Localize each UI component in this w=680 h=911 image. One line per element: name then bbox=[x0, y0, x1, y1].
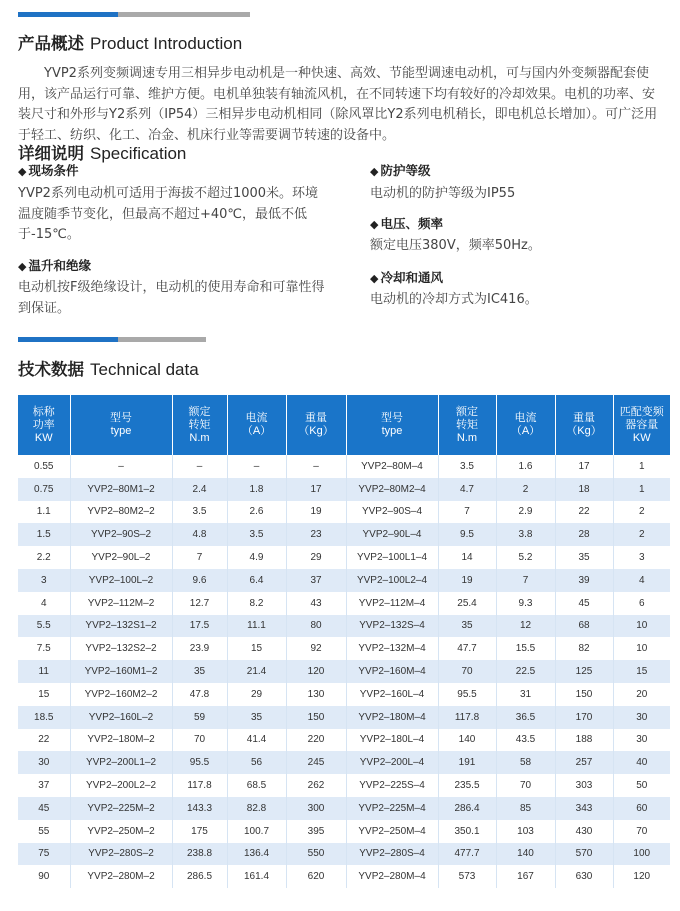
table-cell: YVP2–100L2–4 bbox=[346, 569, 438, 592]
tech-data-table bbox=[18, 395, 670, 888]
table-cell: YVP2–180L–4 bbox=[346, 729, 438, 752]
table-row bbox=[18, 615, 670, 638]
table-cell: 31 bbox=[496, 683, 555, 706]
table-cell: 257 bbox=[555, 751, 613, 774]
table-cell: YVP2–90L–4 bbox=[346, 523, 438, 546]
table-cell: 19 bbox=[438, 569, 496, 592]
table-cell: – bbox=[227, 455, 286, 478]
table-cell: 22 bbox=[555, 501, 613, 524]
diamond-icon: ◆ bbox=[370, 218, 379, 231]
table-cell: – bbox=[172, 455, 227, 478]
table-body bbox=[18, 455, 670, 888]
table-cell: YVP2–200L–4 bbox=[346, 751, 438, 774]
column-header-line: type bbox=[110, 425, 132, 437]
spec-item-title: 现场条件 bbox=[28, 163, 79, 178]
table-cell: 130 bbox=[286, 683, 346, 706]
table-cell: 120 bbox=[286, 660, 346, 683]
table-cell: 5.5 bbox=[18, 615, 70, 638]
column-header-line: 转矩 bbox=[188, 418, 211, 431]
table-cell: 573 bbox=[438, 865, 496, 888]
table-row bbox=[18, 569, 670, 592]
spec-item-text: YVP2系列电动机可适用于海拔不超过1000米。环境温度随季节变化，但最高不超过+40℃，最低不低于-15℃。 bbox=[18, 186, 319, 242]
table-cell: 188 bbox=[555, 729, 613, 752]
table-cell: 70 bbox=[496, 774, 555, 797]
table-cell: 25.4 bbox=[438, 592, 496, 615]
table-cell: 17 bbox=[555, 455, 613, 478]
table-cell: 175 bbox=[172, 820, 227, 843]
table-cell: 56 bbox=[227, 751, 286, 774]
spec-item-title: 电压、频率 bbox=[380, 216, 443, 231]
table-cell: 395 bbox=[286, 820, 346, 843]
spec-item-heading bbox=[370, 268, 443, 286]
table-cell: 47.7 bbox=[438, 637, 496, 660]
column-header-line: 功率 bbox=[32, 418, 55, 431]
diamond-icon: ◆ bbox=[370, 272, 379, 285]
column-header-line: 型号 bbox=[110, 412, 132, 424]
table-cell: 9.3 bbox=[496, 592, 555, 615]
table-cell: 120 bbox=[613, 865, 670, 888]
table-cell: 2.6 bbox=[227, 501, 286, 524]
table-cell: 80 bbox=[286, 615, 346, 638]
table-cell: YVP2–132S–4 bbox=[346, 615, 438, 638]
column-header-line: 额定 bbox=[188, 405, 211, 418]
column-header bbox=[555, 395, 613, 455]
table-cell: 85 bbox=[496, 797, 555, 820]
table-cell: YVP2–112M–4 bbox=[346, 592, 438, 615]
table-cell: YVP2–80M2–2 bbox=[70, 501, 172, 524]
table-cell: 350.1 bbox=[438, 820, 496, 843]
column-header-line: KW bbox=[632, 431, 651, 444]
table-cell: YVP2–280M–4 bbox=[346, 865, 438, 888]
table-cell: 286.4 bbox=[438, 797, 496, 820]
table-cell: 1.1 bbox=[18, 501, 70, 524]
tech-title-en: Technical data bbox=[90, 360, 199, 379]
table-cell: 2.9 bbox=[496, 501, 555, 524]
table-cell: 620 bbox=[286, 865, 346, 888]
table-cell: 4.9 bbox=[227, 546, 286, 569]
table-row bbox=[18, 478, 670, 501]
table-cell: 17.5 bbox=[172, 615, 227, 638]
column-header-line: （Kg） bbox=[566, 425, 602, 437]
column-header-line: type bbox=[381, 425, 403, 437]
spec-item-heading bbox=[18, 256, 91, 274]
table-cell: 4.8 bbox=[172, 523, 227, 546]
table-cell: YVP2–280M–2 bbox=[70, 865, 172, 888]
table-cell: YVP2–160M2–2 bbox=[70, 683, 172, 706]
table-cell: 3.8 bbox=[496, 523, 555, 546]
table-cell: 11.1 bbox=[227, 615, 286, 638]
table-cell: 22.5 bbox=[496, 660, 555, 683]
table-cell: 2 bbox=[613, 523, 670, 546]
table-cell: 37 bbox=[286, 569, 346, 592]
table-row bbox=[18, 751, 670, 774]
table-cell: YVP2–132S2–2 bbox=[70, 637, 172, 660]
table-row bbox=[18, 683, 670, 706]
diamond-icon: ◆ bbox=[370, 165, 379, 178]
spec-item-text: 额定电压380V，频率50Hz。 bbox=[370, 238, 541, 253]
table-row bbox=[18, 523, 670, 546]
table-row bbox=[18, 592, 670, 615]
column-header-line: 转矩 bbox=[456, 418, 478, 431]
table-cell: 15 bbox=[227, 637, 286, 660]
table-cell: 0.75 bbox=[18, 478, 70, 501]
table-cell: 90 bbox=[18, 865, 70, 888]
table-header-row bbox=[18, 395, 670, 455]
table-row bbox=[18, 660, 670, 683]
table-cell: 35 bbox=[227, 706, 286, 729]
table-cell: 15 bbox=[18, 683, 70, 706]
table-cell: 40 bbox=[613, 751, 670, 774]
table-cell: YVP2–225M–4 bbox=[346, 797, 438, 820]
table-cell: 4.7 bbox=[438, 478, 496, 501]
table-cell: 18.5 bbox=[18, 706, 70, 729]
table-cell: 23 bbox=[286, 523, 346, 546]
table-row bbox=[18, 706, 670, 729]
table-cell: 1.5 bbox=[18, 523, 70, 546]
table-cell: 150 bbox=[286, 706, 346, 729]
table-cell: 550 bbox=[286, 843, 346, 866]
tech-title-zh: 技术数据 bbox=[18, 360, 84, 379]
table-cell: YVP2–100L1–4 bbox=[346, 546, 438, 569]
table-cell: 45 bbox=[18, 797, 70, 820]
table-cell: 117.8 bbox=[172, 774, 227, 797]
table-cell: 9.6 bbox=[172, 569, 227, 592]
table-cell: 95.5 bbox=[438, 683, 496, 706]
table-cell: 630 bbox=[555, 865, 613, 888]
table-cell: 15 bbox=[613, 660, 670, 683]
column-header-line: KW bbox=[34, 431, 53, 444]
table-cell: 58 bbox=[496, 751, 555, 774]
table-cell: 245 bbox=[286, 751, 346, 774]
table-cell: 82 bbox=[555, 637, 613, 660]
table-cell: 70 bbox=[438, 660, 496, 683]
table-cell: 10 bbox=[613, 615, 670, 638]
table-cell: 41.4 bbox=[227, 729, 286, 752]
table-cell: 95.5 bbox=[172, 751, 227, 774]
table-cell: YVP2–180M–2 bbox=[70, 729, 172, 752]
column-header-line: 重量 bbox=[573, 412, 595, 424]
column-header bbox=[613, 395, 670, 455]
table-cell: YVP2–280S–4 bbox=[346, 843, 438, 866]
table-cell: YVP2–250M–4 bbox=[346, 820, 438, 843]
table-cell: 2.2 bbox=[18, 546, 70, 569]
spec-item-title: 防护等级 bbox=[380, 163, 431, 178]
table-cell: YVP2–180M–4 bbox=[346, 706, 438, 729]
spec-item-heading bbox=[370, 161, 430, 179]
table-cell: 18 bbox=[555, 478, 613, 501]
table-row bbox=[18, 455, 670, 478]
table-cell: 125 bbox=[555, 660, 613, 683]
table-row bbox=[18, 546, 670, 569]
table-cell: 43.5 bbox=[496, 729, 555, 752]
table-cell: 29 bbox=[286, 546, 346, 569]
table-cell: 21.4 bbox=[227, 660, 286, 683]
table-cell: 4 bbox=[613, 569, 670, 592]
table-cell: 238.8 bbox=[172, 843, 227, 866]
table-cell: 28 bbox=[555, 523, 613, 546]
spec-item-title: 温升和绝缘 bbox=[28, 258, 91, 273]
table-cell: 3.5 bbox=[227, 523, 286, 546]
table-cell: 47.8 bbox=[172, 683, 227, 706]
table-row bbox=[18, 729, 670, 752]
table-cell: YVP2–100L–2 bbox=[70, 569, 172, 592]
table-cell: YVP2–160L–2 bbox=[70, 706, 172, 729]
column-header-line: （A） bbox=[510, 425, 541, 437]
table-cell: 286.5 bbox=[172, 865, 227, 888]
table-cell: – bbox=[286, 455, 346, 478]
table-cell: 59 bbox=[172, 706, 227, 729]
table-cell: YVP2–80M1–2 bbox=[70, 478, 172, 501]
column-header-line: N.m bbox=[456, 431, 478, 444]
decor-bar-gray bbox=[118, 337, 206, 342]
table-cell: 3 bbox=[18, 569, 70, 592]
table-cell: 35 bbox=[438, 615, 496, 638]
table-cell: 6.4 bbox=[227, 569, 286, 592]
table-row bbox=[18, 797, 670, 820]
diamond-icon: ◆ bbox=[18, 260, 27, 273]
table-cell: 1 bbox=[613, 478, 670, 501]
column-header bbox=[286, 395, 346, 455]
table-row bbox=[18, 865, 670, 888]
table-cell: 117.8 bbox=[438, 706, 496, 729]
table-cell: YVP2–80M–4 bbox=[346, 455, 438, 478]
column-header-line: 型号 bbox=[381, 412, 403, 424]
table-cell: 68.5 bbox=[227, 774, 286, 797]
spec-item-heading bbox=[18, 161, 78, 179]
column-header bbox=[227, 395, 286, 455]
table-cell: 35 bbox=[172, 660, 227, 683]
spec-title-zh: 详细说明 bbox=[18, 144, 84, 163]
column-header-line: N.m bbox=[189, 431, 210, 444]
table-cell: 235.5 bbox=[438, 774, 496, 797]
column-header bbox=[70, 395, 172, 455]
decor-bar-blue bbox=[18, 337, 118, 342]
table-cell: YVP2–200L2–2 bbox=[70, 774, 172, 797]
column-header-line: （A） bbox=[241, 425, 272, 437]
table-cell: 3.5 bbox=[172, 501, 227, 524]
spec-item-text: 电动机按F级绝缘设计，电动机的使用寿命和可靠性得到保证。 bbox=[18, 280, 325, 316]
table-cell: 43 bbox=[286, 592, 346, 615]
table-cell: 12.7 bbox=[172, 592, 227, 615]
table-cell: 167 bbox=[496, 865, 555, 888]
table-cell: 1.6 bbox=[496, 455, 555, 478]
column-header-line: 重量 bbox=[305, 412, 327, 424]
table-cell: 4 bbox=[18, 592, 70, 615]
table-cell: YVP2–160M–4 bbox=[346, 660, 438, 683]
table-cell: 30 bbox=[613, 706, 670, 729]
spec-item-text: 电动机的防护等级为IP55 bbox=[370, 186, 516, 201]
column-header bbox=[172, 395, 227, 455]
table-cell: 300 bbox=[286, 797, 346, 820]
table-cell: YVP2–112M–2 bbox=[70, 592, 172, 615]
spec-item-title: 冷却和通风 bbox=[380, 270, 443, 285]
diamond-icon: ◆ bbox=[18, 165, 27, 178]
table-cell: YVP2–132S1–2 bbox=[70, 615, 172, 638]
column-header-line: （Kg） bbox=[298, 425, 334, 437]
table-cell: YVP2–280S–2 bbox=[70, 843, 172, 866]
table-cell: 45 bbox=[555, 592, 613, 615]
intro-title-zh: 产品概述 bbox=[18, 34, 84, 53]
table-cell: 343 bbox=[555, 797, 613, 820]
table-cell: YVP2–250M–2 bbox=[70, 820, 172, 843]
table-cell: 9.5 bbox=[438, 523, 496, 546]
intro-title bbox=[18, 30, 242, 54]
table-cell: 37 bbox=[18, 774, 70, 797]
table-cell: YVP2–80M2–4 bbox=[346, 478, 438, 501]
table-cell: 2.4 bbox=[172, 478, 227, 501]
table-cell: 23.9 bbox=[172, 637, 227, 660]
table-cell: 82.8 bbox=[227, 797, 286, 820]
table-cell: 12 bbox=[496, 615, 555, 638]
table-row bbox=[18, 843, 670, 866]
table-cell: 50 bbox=[613, 774, 670, 797]
table-cell: 10 bbox=[613, 637, 670, 660]
table-cell: 2 bbox=[496, 478, 555, 501]
column-header bbox=[346, 395, 438, 455]
table-cell: YVP2–160L–4 bbox=[346, 683, 438, 706]
spec-item-heading bbox=[370, 214, 443, 232]
table-cell: 55 bbox=[18, 820, 70, 843]
table-cell: 39 bbox=[555, 569, 613, 592]
table-cell: YVP2–200L1–2 bbox=[70, 751, 172, 774]
table-cell: 11 bbox=[18, 660, 70, 683]
table-cell: 1 bbox=[613, 455, 670, 478]
table-cell: 14 bbox=[438, 546, 496, 569]
table-row bbox=[18, 501, 670, 524]
table-cell: 70 bbox=[172, 729, 227, 752]
decor-bar-gray bbox=[118, 12, 250, 17]
table-cell: 430 bbox=[555, 820, 613, 843]
table-cell: 30 bbox=[613, 729, 670, 752]
table-cell: 8.2 bbox=[227, 592, 286, 615]
table-cell: 3.5 bbox=[438, 455, 496, 478]
table-cell: 35 bbox=[555, 546, 613, 569]
table-cell: 17 bbox=[286, 478, 346, 501]
tech-title bbox=[18, 356, 199, 380]
table-cell: 0.55 bbox=[18, 455, 70, 478]
column-header bbox=[18, 395, 70, 455]
table-cell: 262 bbox=[286, 774, 346, 797]
column-header-line: 标称 bbox=[32, 405, 55, 418]
column-header-line: 电流 bbox=[514, 412, 537, 424]
table-cell: 100.7 bbox=[227, 820, 286, 843]
table-cell: 143.3 bbox=[172, 797, 227, 820]
table-cell: 7 bbox=[172, 546, 227, 569]
table-cell: 68 bbox=[555, 615, 613, 638]
table-cell: – bbox=[70, 455, 172, 478]
table-cell: 100 bbox=[613, 843, 670, 866]
table-row bbox=[18, 637, 670, 660]
column-header bbox=[438, 395, 496, 455]
table-cell: 2 bbox=[613, 501, 670, 524]
table-row bbox=[18, 820, 670, 843]
table-cell: 19 bbox=[286, 501, 346, 524]
table-cell: 150 bbox=[555, 683, 613, 706]
table-cell: YVP2–160M1–2 bbox=[70, 660, 172, 683]
table-cell: 30 bbox=[18, 751, 70, 774]
table-cell: 191 bbox=[438, 751, 496, 774]
table-cell: 220 bbox=[286, 729, 346, 752]
intro-paragraph: YVP2系列变频调速专用三相异步电动机是一种快速、高效、节能型调速电动机，可与国内外变频器配套使用，该产品运行可靠、维护方便。电机单独装有轴流风机，在不同转速下均有较好的冷却效果。电机的功率、安装尺寸和外形与Y2系列（IP54）三相异步电动机相同（除风罩比Y2系列电机稍长，即电机总长增加）。可广泛用于轻工、纺织、化工、冶金、机床行业等需要调节转速的设备中。 bbox=[18, 66, 658, 143]
table-cell: 15.5 bbox=[496, 637, 555, 660]
table-cell: YVP2–90S–2 bbox=[70, 523, 172, 546]
intro-title-en: Product Introduction bbox=[90, 34, 243, 53]
table-cell: 70 bbox=[613, 820, 670, 843]
table-cell: 161.4 bbox=[227, 865, 286, 888]
table-cell: 303 bbox=[555, 774, 613, 797]
table-cell: 170 bbox=[555, 706, 613, 729]
column-header-line: 电流 bbox=[245, 412, 268, 424]
table-cell: 570 bbox=[555, 843, 613, 866]
table-cell: YVP2–225M–2 bbox=[70, 797, 172, 820]
table-cell: 20 bbox=[613, 683, 670, 706]
table-cell: 60 bbox=[613, 797, 670, 820]
table-cell: 7 bbox=[438, 501, 496, 524]
table-cell: 7 bbox=[496, 569, 555, 592]
table-cell: 29 bbox=[227, 683, 286, 706]
table-cell: 22 bbox=[18, 729, 70, 752]
table-cell: 103 bbox=[496, 820, 555, 843]
table-cell: 477.7 bbox=[438, 843, 496, 866]
table-cell: 3 bbox=[613, 546, 670, 569]
table-cell: 6 bbox=[613, 592, 670, 615]
table-row bbox=[18, 774, 670, 797]
table-cell: 92 bbox=[286, 637, 346, 660]
table-cell: YVP2–90S–4 bbox=[346, 501, 438, 524]
table-cell: 136.4 bbox=[227, 843, 286, 866]
table-cell: YVP2–132M–4 bbox=[346, 637, 438, 660]
table-cell: YVP2–225S–4 bbox=[346, 774, 438, 797]
column-header-line: 额定 bbox=[456, 405, 478, 418]
table-cell: 1.8 bbox=[227, 478, 286, 501]
column-header-line: 匹配变频 bbox=[619, 405, 664, 418]
spec-item-text: 电动机的冷却方式为IC416。 bbox=[370, 292, 538, 307]
decor-bar-blue bbox=[18, 12, 118, 17]
table-cell: 140 bbox=[438, 729, 496, 752]
column-header-line: 器容量 bbox=[625, 418, 659, 431]
table-cell: 140 bbox=[496, 843, 555, 866]
table-cell: 7.5 bbox=[18, 637, 70, 660]
table-cell: 5.2 bbox=[496, 546, 555, 569]
table-cell: YVP2–90L–2 bbox=[70, 546, 172, 569]
column-header bbox=[496, 395, 555, 455]
spec-title-en: Specification bbox=[90, 144, 187, 163]
table-cell: 75 bbox=[18, 843, 70, 866]
table-cell: 36.5 bbox=[496, 706, 555, 729]
